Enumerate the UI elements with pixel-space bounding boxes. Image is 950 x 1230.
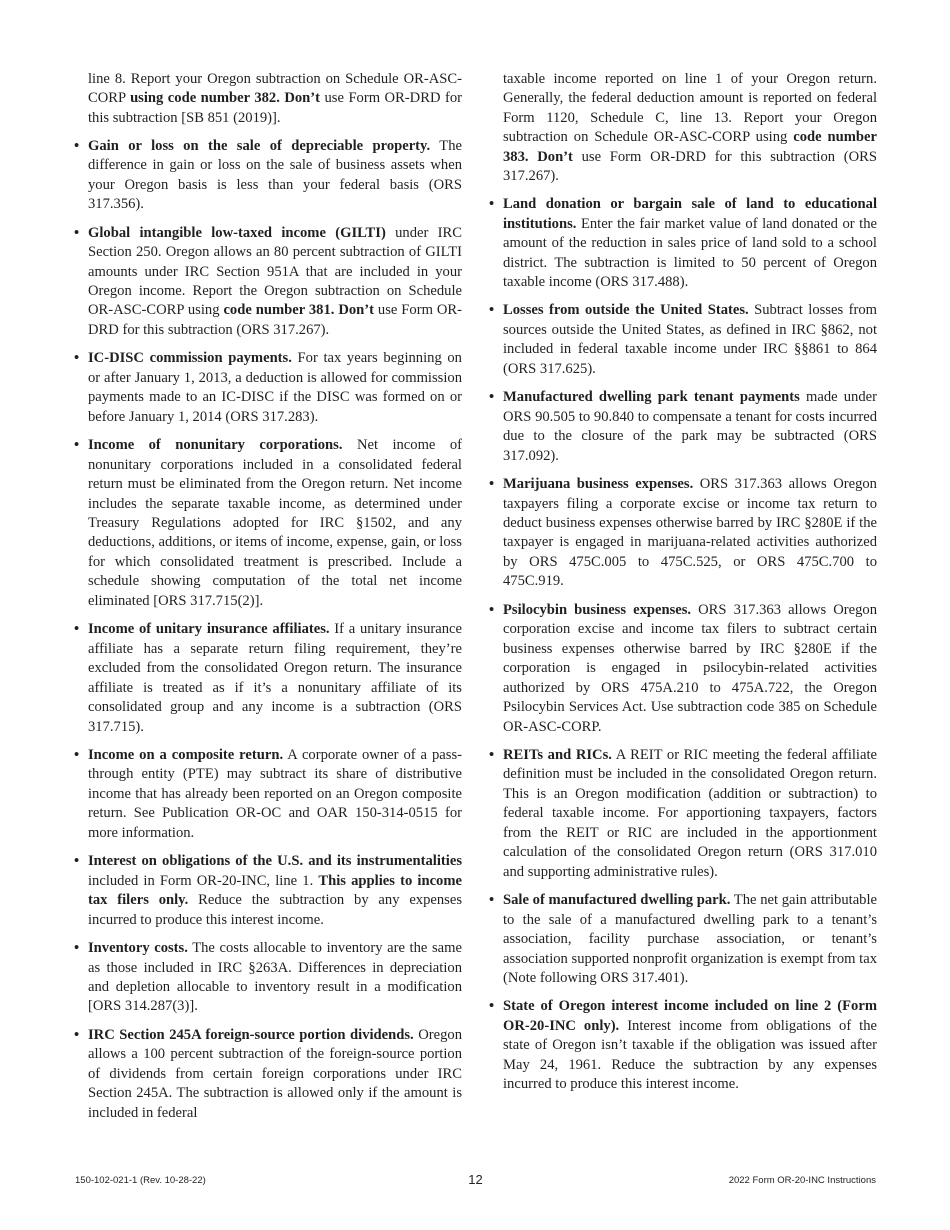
list-item-sale-dwelling-park: • Sale of manufactured dwelling park. The net gain attributable to the sale of a manufactured dwelling park to a tenant’s association, facility purchase association, or tenant’s association supported nonprofit organization is exempt from tax (Note following ORS 317.401). <box>503 891 877 988</box>
list-item-gain-loss-depreciable: • Gain or loss on the sale of depreciable property. The difference in gain or loss on the sale of business assets when your Oregon basis is less than your federal basis (ORS 317.356). <box>88 137 462 215</box>
left-column <box>88 70 462 1132</box>
list-item-inventory-costs: • Inventory costs. The costs allocable to inventory are the same as those included in IRC §263A. Differences in depreciation and depletion allocable to inventory result in a modification [ORS 314.287(3)]. <box>88 939 462 1017</box>
document-title: 2022 Form OR-20-INC Instructions <box>728 1175 876 1186</box>
list-item-nonunitary-corporations: • Income of nonunitary corporations. Net income of nonunitary corporations included in a consolidated federal return must be eliminated from the Oregon return. Net income includes the separate taxable income, as determined under Treasury Regulations adopted for IRC §1502, and any deductions, additions, or items of income, expense, gain, or loss for which consolidated treatment is prescribed. Include a schedule showing computation of the total net income eliminated [ORS 317.715(2)]. <box>88 436 462 611</box>
list-item-reits-rics: • REITs and RICs. A REIT or RIC meeting the federal affiliate definition must be included in the consolidated Oregon return. This is an Oregon modification (addition or subtraction) to federal taxable income. For apportioning taxpayers, factors from the REIT or RIC are included in the apportionment calculation of the consolidated Oregon return (ORS 317.010 and supporting administrative rules). <box>503 746 877 882</box>
list-item-composite-return: • Income on a composite return. A corporate owner of a pass-through entity (PTE) may subtract its share of distributive income that has already been reported on an Oregon composite return. See Publication OR-OC and OAR 150-314-0515 for more information. <box>88 746 462 843</box>
list-item-losses-outside-us: • Losses from outside the United States. Subtract losses from sources outside the United States, as defined in IRC §862, not included in federal taxable income under IRC §§861 to 864 (ORS 317.625). <box>503 301 877 379</box>
list-item-dwelling-park-payments: • Manufactured dwelling park tenant payments made under ORS 90.505 to 90.840 to compensate a tenant for costs incurred due to the closure of the park may be subtracted (ORS 317.092). <box>503 388 877 466</box>
list-item-irc-245a: • IRC Section 245A foreign-source portion dividends. Oregon allows a 100 percent subtraction of the foreign-source portion of dividends from certain foreign corporations under IRC Section 245A. The subtraction is allowed only if the amount is included in federal <box>88 1026 462 1123</box>
list-item-marijuana-expenses: • Marijuana business expenses. ORS 317.363 allows Oregon taxpayers filing a corporate excise or income tax return to deduct business expenses otherwise barred by IRC §280E if the taxpayer is engaged in marijuana-related activities authorized by ORS 475C.005 to 475C.525, or ORS 475C.700 to 475C.919. <box>503 475 877 592</box>
page-number: 12 <box>468 1172 483 1187</box>
list-item-us-obligations-interest: • Interest on obligations of the U.S. and its instrumentalities included in Form OR-20-INC, line 1. This applies to income tax filers only. Reduce the subtraction by any expenses incurred to produce this interest income. <box>88 852 462 930</box>
list-item-psilocybin-expenses: • Psilocybin business expenses. ORS 317.363 allows Oregon corporation excise and income tax filers to subtract certain business expenses otherwise barred by IRC §280E if the corporation is engaged in psilocybin-related activities authorized by ORS 475A.210 to 475A.722, the Oregon Psilocybin Services Act. Use subtraction code 385 on Schedule OR-ASC-CORP. <box>503 601 877 737</box>
left-intro-paragraph: line 8. Report your Oregon subtraction on Schedule OR-ASC-CORP using code number 382. Don’t use Form OR-DRD for this subtraction [SB 851 (2019)]. <box>88 71 462 126</box>
list-item-gilti: • Global intangible low-taxed income (GILTI) under IRC Section 250. Oregon allows an 80 percent subtraction of GILTI amounts under IRC Section 951A that are included in your Oregon income. Report the Oregon subtraction on Schedule OR-ASC-CORP using code number 381. Don’t use Form OR-DRD for this subtraction (ORS 317.267). <box>88 224 462 341</box>
list-item-land-donation: • Land donation or bargain sale of land to educational institutions. Enter the fair market value of land donated or the amount of the reduction in sales price of land sold to a school district. The subtraction is limited to 50 percent of Oregon taxable income (ORS 317.488). <box>503 195 877 292</box>
right-intro-paragraph: taxable income reported on line 1 of your Oregon return. Generally, the federal deduction amount is reported on federal Form 1120, Schedule C, line 13. Report your Oregon subtraction on Schedule OR-ASC-CORP using code number 383. Don’t use Form OR-DRD for this subtraction (ORS 317.267). <box>503 71 878 185</box>
list-item-unitary-insurance: • Income of unitary insurance affiliates. If a unitary insurance affiliate has a separate return filing requirement, they’re excluded from the consolidated Oregon return. The insurance affiliate is treated as if it’s a nonunitary affiliate of its consolidated group and any income is a subtraction (ORS 317.715). <box>88 620 462 737</box>
list-item-oregon-interest: • State of Oregon interest income included on line 2 (Form OR-20-INC only). Interest income from obligations of the state of Oregon isn’t taxable if the obligation was issued after May 24, 1961. Reduce the subtraction by any expenses incurred to produce this interest income. <box>503 997 877 1094</box>
page-footer <box>75 1173 876 1189</box>
form-number: 150-102-021-1 (Rev. 10-28-22) <box>75 1175 206 1186</box>
list-item-ic-disc: • IC-DISC commission payments. For tax years beginning on or after January 1, 2013, a deduction is allowed for commission payments made to an IC-DISC if the DISC was formed on or before January 1, 2014 (ORS 317.283). <box>88 349 462 427</box>
right-column <box>503 70 877 1104</box>
